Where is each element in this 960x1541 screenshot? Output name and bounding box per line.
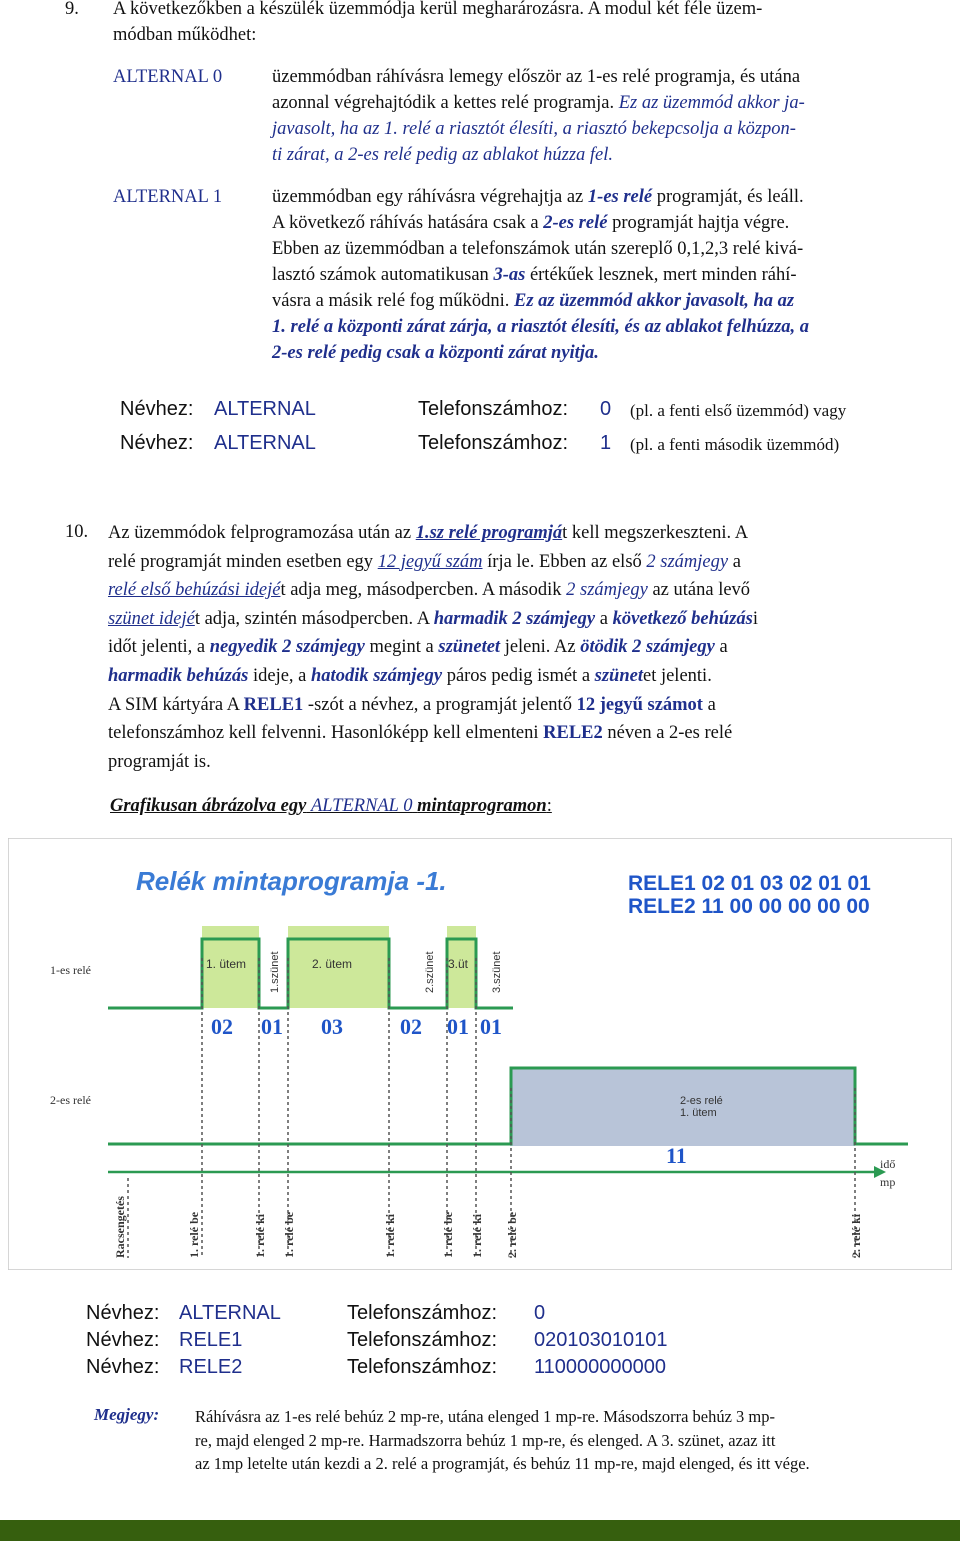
text-span: a bbox=[719, 637, 728, 658]
note-line: Ráhívásra az 1-es relé behúz 2 mp-re, utána elenged 1 mp-re. Másodszorra behúz 3 mp- bbox=[195, 1407, 776, 1426]
recommendation: javasolt, ha az 1. relé a riasztót élesíti, a riasztó bekepcsolja a közpon- bbox=[272, 119, 796, 139]
name-key: Névhez: bbox=[86, 1302, 160, 1324]
phone-key: Telefonszámhoz: bbox=[347, 1329, 498, 1351]
name-key: Névhez: bbox=[120, 432, 194, 454]
emph: harmadik behúzás bbox=[108, 665, 249, 686]
text-span: értékűek lesznek, mert minden ráhí- bbox=[529, 265, 797, 285]
text-span: A következő ráhívás hatására csak a bbox=[272, 213, 539, 233]
mode-note: (pl. a fenti első üzemmód) vagy bbox=[630, 401, 847, 420]
text-line: programját is. bbox=[108, 751, 211, 772]
phone-value: 020103010101 bbox=[534, 1329, 668, 1351]
recommendation: 2-es relé pedig csak a központi zárat nyitja. bbox=[272, 343, 599, 363]
value-ref: 3-as bbox=[493, 265, 526, 285]
emph: harmadik 2 számjegy bbox=[433, 608, 596, 629]
recommendation: Ez az üzemmód akkor ja- bbox=[618, 93, 805, 113]
event-label: 1. relé ki bbox=[383, 1213, 397, 1258]
event-label: 2. relé be bbox=[505, 1211, 519, 1258]
figure-title: Relék mintaprogramja -1. bbox=[136, 866, 447, 896]
event-label: 1. relé be bbox=[187, 1211, 201, 1258]
text-span: t kell megszerkeszteni. A bbox=[562, 523, 749, 543]
phone-key: Telefonszámhoz: bbox=[418, 432, 569, 454]
text-line bbox=[272, 262, 952, 288]
name-key: Névhez: bbox=[86, 1356, 160, 1378]
text-span: : bbox=[546, 796, 552, 816]
emph: ALTERNAL 0 bbox=[310, 796, 413, 816]
rele2-program: RELE2 11 00 00 00 00 00 bbox=[628, 895, 870, 918]
text-line: Ebben az üzemmódban a telefonszámok után szereplő 0,1,2,3 relé kivá- bbox=[272, 239, 804, 259]
section-9-intro bbox=[113, 0, 953, 48]
text-span: -szót a névhez, a programját jelentő bbox=[307, 694, 572, 715]
note-line: re, majd elenged 2 mp-re. Harmadszorra behúz 1 mp-re, és elenged. A 3. szünet, azaz itt bbox=[195, 1430, 776, 1450]
text-line bbox=[108, 548, 953, 577]
zone-label: 2. ütem bbox=[312, 957, 353, 971]
text-span: et jelenti. bbox=[642, 665, 712, 686]
alternal-1-text bbox=[272, 184, 952, 366]
phone-value: 0 bbox=[534, 1302, 546, 1324]
recommendation: ti zárat, a 2-es relé pedig az ablakot húzza fel. bbox=[272, 145, 614, 165]
text-line bbox=[108, 662, 953, 691]
alternal-0-text bbox=[272, 64, 952, 168]
text-span: írja le. bbox=[482, 551, 535, 572]
text-line bbox=[108, 519, 953, 548]
text-line bbox=[108, 605, 953, 634]
text-line bbox=[108, 691, 953, 720]
name-key: Névhez: bbox=[86, 1329, 160, 1351]
emph: szünet bbox=[594, 665, 643, 686]
text-span: t adja meg, másodpercben. A második bbox=[280, 580, 562, 601]
value-label: 02 bbox=[211, 1014, 233, 1039]
text-span: programját, és leáll. bbox=[656, 187, 804, 207]
text-span: Grafikusan ábrázolva egy bbox=[110, 796, 307, 816]
relay-ref: 2-es relé bbox=[543, 213, 608, 233]
text-line bbox=[272, 210, 952, 236]
emph: negyedik 2 számjegy bbox=[209, 637, 365, 658]
recommendation: 1. relé a központi zárat zárja, a riasztót élesíti, és az ablakot felhúzza, a bbox=[272, 317, 810, 337]
event-label: 1. relé be bbox=[282, 1211, 296, 1258]
phone-value: 110000000000 bbox=[534, 1356, 666, 1378]
text-span: üzemmódban egy ráhívásra végrehajtja az bbox=[272, 187, 584, 207]
emph: 12 jegyű szám bbox=[377, 551, 483, 572]
axis-label-unit: mp bbox=[880, 1175, 896, 1189]
text-line bbox=[272, 90, 952, 116]
relay2-axis-label: 2-es relé bbox=[50, 1093, 91, 1107]
name-value: ALTERNAL bbox=[214, 432, 316, 454]
emph: RELE1 bbox=[243, 694, 304, 715]
graph-heading bbox=[110, 793, 552, 819]
relay2-zone-label: 2-es relé bbox=[680, 1095, 723, 1107]
text-span: a bbox=[599, 608, 608, 629]
name-value: RELE2 bbox=[179, 1356, 243, 1378]
text-span: telefonszámhoz kell felvenni. Hasonlóképp kell elmenteni bbox=[108, 723, 539, 744]
value-label: 01 bbox=[447, 1014, 469, 1039]
text-line bbox=[108, 633, 953, 662]
emph: következő behúzás bbox=[612, 608, 753, 629]
text-span: ideje, a bbox=[252, 665, 307, 686]
name-value: ALTERNAL bbox=[214, 398, 316, 420]
text-line bbox=[108, 719, 953, 748]
text-span: programját hajtja végre. bbox=[612, 213, 790, 233]
note-text bbox=[195, 1405, 955, 1476]
text-span: azonnal végrehajtódik a kettes relé programja. bbox=[272, 93, 615, 113]
phone-value: 0 bbox=[600, 398, 612, 420]
relay1-axis-label: 1-es relé bbox=[50, 963, 91, 977]
zone-label: 1. ütem bbox=[206, 957, 247, 971]
event-label: 1. relé ki bbox=[470, 1213, 484, 1258]
event-label: 1. relé be bbox=[441, 1211, 455, 1258]
text-span: a bbox=[707, 694, 716, 715]
section-9-number: 9. bbox=[65, 0, 79, 19]
text-span: lasztó számok automatikusan bbox=[272, 265, 489, 285]
pause-label: 3.szünet bbox=[491, 951, 503, 993]
pause-label: 2.szünet bbox=[424, 951, 436, 993]
text-line bbox=[108, 576, 953, 605]
text-span: i bbox=[752, 608, 759, 629]
name-value: ALTERNAL bbox=[179, 1302, 281, 1324]
text-span: A SIM kártyára A bbox=[108, 694, 240, 715]
section-10-number: 10. bbox=[65, 522, 89, 542]
alternal-0-label: ALTERNAL 0 bbox=[113, 67, 223, 87]
intro-line: módban működhet: bbox=[113, 25, 257, 45]
note-line: az 1mp letelte után kezdi a 2. relé a programját, és behúz 11 mp-re, majd elenged, és itt vége. bbox=[195, 1454, 810, 1473]
zone-label: 3.üt bbox=[448, 957, 469, 971]
relay2-zone-label: 1. ütem bbox=[680, 1107, 717, 1119]
emph: szünet idejé bbox=[108, 608, 195, 629]
emph: 12 jegyű számot bbox=[576, 694, 703, 715]
text-span: t adja, szintén másodpercben. A bbox=[194, 608, 430, 629]
emph: 2 számjegy bbox=[566, 580, 648, 601]
phone-key: Telefonszámhoz: bbox=[418, 398, 569, 420]
recommendation: Ez az üzemmód akkor javasolt, ha az bbox=[513, 291, 795, 311]
value-label: 02 bbox=[400, 1014, 422, 1039]
text-span: időt jelenti, a bbox=[108, 637, 206, 658]
text-span: Ebben az első bbox=[539, 551, 642, 572]
phone-key: Telefonszámhoz: bbox=[347, 1356, 498, 1378]
text-span: jeleni. Az bbox=[504, 637, 576, 658]
emph: szünetet bbox=[438, 637, 501, 658]
note-label: Megjegy: bbox=[94, 1405, 160, 1424]
text-line: üzemmódban ráhívásra lemegy először az 1-es relé programja, és utána bbox=[272, 67, 801, 87]
event-label: Racsengetés bbox=[113, 1196, 127, 1258]
emph: 2 számjegy bbox=[646, 551, 729, 572]
emph: relé első behúzási idejé bbox=[108, 580, 281, 601]
name-value: RELE1 bbox=[179, 1329, 243, 1351]
text-span: megint a bbox=[369, 637, 434, 658]
text-span: a bbox=[732, 551, 741, 572]
value-label: 03 bbox=[321, 1014, 343, 1039]
emph: ötödik 2 számjegy bbox=[580, 637, 715, 658]
text-span: mintaprogramon bbox=[417, 796, 547, 816]
text-span: relé programját minden esetben egy bbox=[108, 551, 374, 572]
phone-key: Telefonszámhoz: bbox=[347, 1302, 498, 1324]
text-line bbox=[272, 288, 952, 314]
relay-timing-figure bbox=[8, 838, 952, 1270]
event-label: 1. relé ki bbox=[253, 1213, 267, 1258]
relay2-value-label: 11 bbox=[666, 1143, 687, 1168]
text-span: néven a 2-es relé bbox=[607, 723, 733, 744]
text-line bbox=[272, 184, 952, 210]
mode-note: (pl. a fenti második üzemmód) bbox=[630, 435, 840, 454]
text-span: vásra a másik relé fog működni. bbox=[272, 291, 510, 311]
footer-bar bbox=[0, 1520, 960, 1541]
emph: hatodik számjegy bbox=[311, 665, 443, 686]
emph: RELE2 bbox=[543, 723, 603, 744]
event-label: 2. relé ki bbox=[849, 1213, 863, 1258]
alternal-1-label: ALTERNAL 1 bbox=[113, 187, 223, 207]
section-10-text bbox=[108, 519, 953, 776]
text-span: Az üzemmódok felprogramozása után az bbox=[108, 523, 412, 543]
axis-label-time: idő bbox=[880, 1157, 896, 1171]
rele1-program: RELE1 02 01 03 02 01 01 bbox=[628, 872, 871, 895]
pause-label: 1.szünet bbox=[269, 951, 281, 993]
phone-value: 1 bbox=[600, 432, 612, 454]
value-label: 01 bbox=[480, 1014, 502, 1039]
value-label: 01 bbox=[261, 1014, 283, 1039]
relay-ref: 1-es relé bbox=[587, 187, 653, 207]
text-span: páros pedig ismét a bbox=[446, 665, 591, 686]
intro-line: A következőkben a készülék üzemmódja kerül megharározásra. A modul két féle üzem- bbox=[113, 0, 763, 19]
name-key: Névhez: bbox=[120, 398, 194, 420]
text-span: az utána levő bbox=[652, 580, 751, 601]
emph: 1.sz relé programjá bbox=[415, 523, 563, 543]
